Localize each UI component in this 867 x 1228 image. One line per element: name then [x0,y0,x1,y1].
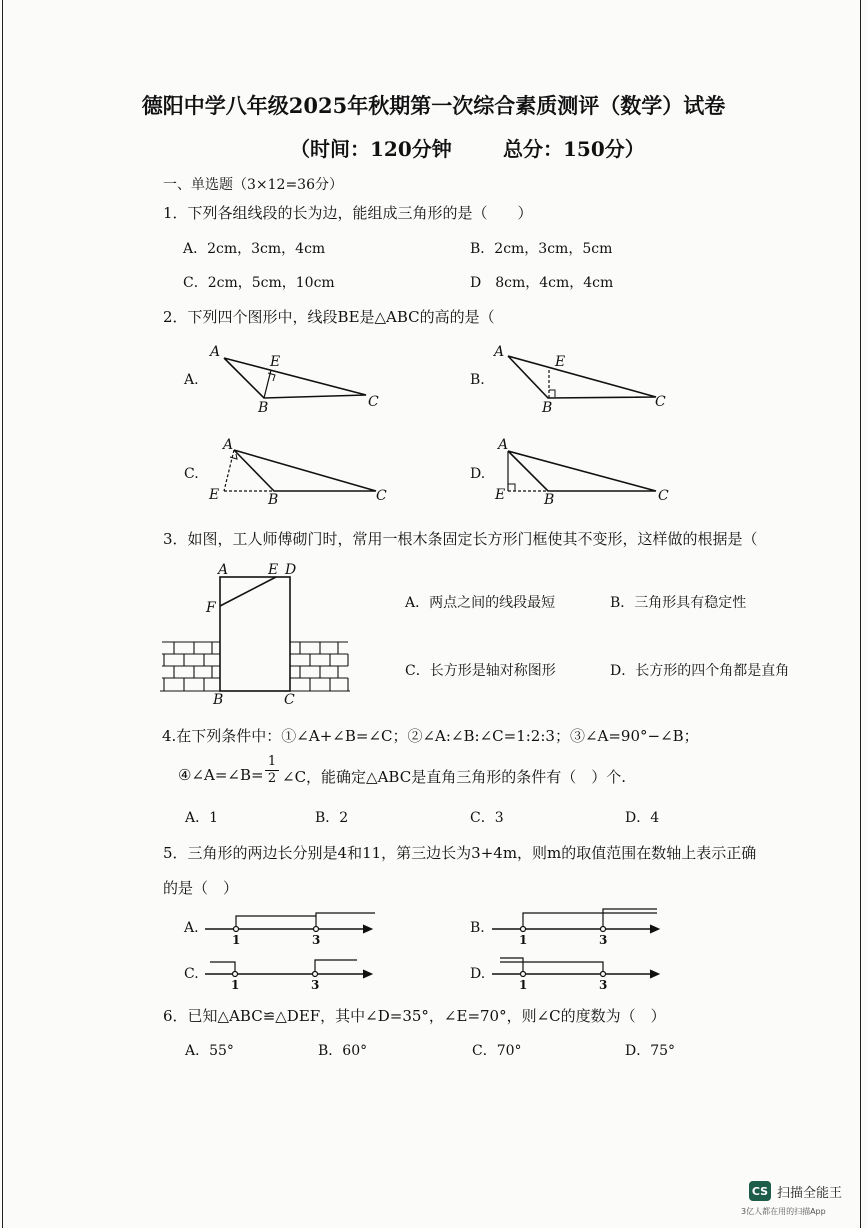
q5-numberline-d [492,952,667,992]
q3-label-d: D [285,562,297,578]
q5-line2: 的是（ ） [163,879,239,897]
q2c-label-a: A [223,437,234,453]
q4-option-b: B．2 [315,810,349,826]
q5-numberline-a [205,905,380,945]
q3-label-b: B [213,692,224,708]
q5d-tick-3: 3 [599,978,608,992]
scan-edge-left [2,0,3,1228]
q1-option-c: C．2cm，5cm，10cm [183,275,335,291]
scanner-tagline: 3亿人都在用的扫描App [741,1207,826,1216]
q5b-tick-3: 3 [599,933,608,947]
q2d-label-a: A [498,437,509,453]
q5-numberline-c [205,952,380,992]
q4-fraction [265,754,279,787]
q5a-tick-1: 1 [232,933,241,947]
q6-stem: 6．已知△ABC≌△DEF，其中∠D=35°，∠E=70°，则∠C的度数为（ ） [163,1007,666,1025]
q2a-label-a: A [210,344,221,360]
q4-option-c: C．3 [470,810,504,826]
q4-line2-pre: ④∠A=∠B= [178,766,264,784]
q2-option-b: B. [470,372,485,388]
q4-line2-post: ∠C，能确定△ABC是直角三角形的条件有（ ）个. [282,768,626,786]
exam-time: （时间：120分钟 [290,137,452,161]
q2b-label-c: C [655,394,666,410]
q1-option-a: A．2cm，3cm，4cm [183,241,326,257]
q4-option-d: D．4 [625,810,660,826]
q5d-tick-1: 1 [519,978,528,992]
q2c-label-b: B [268,492,279,508]
q1-option-d: D 8cm，4cm，4cm [470,275,614,291]
scan-edge-right [860,0,861,1228]
q3-label-f: F [206,600,216,616]
q2-option-c: C. [184,466,199,482]
exam-score: 总分：150分） [503,137,645,161]
q2-figure-c [200,435,400,510]
scanner-watermark [749,1181,842,1201]
q2-option-a: A. [184,372,199,388]
q4-fraction-denominator: 2 [267,771,277,786]
q3-option-d: D．长方形的四个角都是直角 [610,663,790,679]
q3-door-figure [160,560,360,710]
q3-option-b: B．三角形具有稳定性 [610,595,747,611]
q2a-label-e: E [270,354,281,370]
q2-stem: 2．下列四个图形中，线段BE是△ABC的高的是（ [163,308,495,326]
q5-option-b: B. [470,920,485,936]
q5-option-c: C. [184,966,199,982]
q3-label-a: A [218,562,229,578]
q3-label-c: C [284,692,295,708]
q2-figure-d [490,435,680,510]
exam-title: 德阳中学八年级2025年秋期第一次综合素质测评（数学）试卷 [141,93,726,118]
brick-wall-right [290,642,350,691]
q2c-label-c: C [376,488,387,504]
brick-wall-left [160,642,220,691]
q2-figure-a [200,340,390,415]
scanner-name: 扫描全能王 [777,1185,843,1201]
q5a-tick-3: 3 [312,933,321,947]
q4-option-a: A．1 [185,810,219,826]
q1-option-b: B．2cm，3cm，5cm [470,241,613,257]
q2b-label-b: B [542,400,553,416]
q2a-label-b: B [258,400,269,416]
q5c-tick-1: 1 [231,978,240,992]
q1-stem: 1．下列各组线段的长为边，能组成三角形的是（ ） [163,204,533,222]
q2b-label-e: E [555,354,566,370]
q2d-label-b: B [544,492,555,508]
q6-option-a: A．55° [185,1043,234,1059]
q5-numberline-b [492,905,667,945]
q6-option-c: C．70° [472,1043,522,1059]
q6-option-d: D．75° [625,1043,676,1059]
q2d-label-e: E [495,487,506,503]
q3-option-c: C．长方形是轴对称图形 [405,663,556,679]
door-frame [220,577,290,691]
q2c-label-e: E [209,487,220,503]
q5b-tick-1: 1 [519,933,528,947]
q3-label-e: E [268,562,279,578]
q5c-tick-3: 3 [311,978,320,992]
section-heading: 一、单选题（3×12=36分） [163,177,343,193]
q5-line1: 5．三角形的两边长分别是4和11，第三边长为3+4m，则m的取值范围在数轴上表示正确 [163,844,757,862]
q2-figure-b [490,340,680,415]
q5-option-a: A. [184,920,199,936]
q2a-label-c: C [368,394,379,410]
q5-option-d: D. [470,966,486,982]
q6-option-b: B．60° [318,1043,368,1059]
q4-line1: 4.在下列条件中：①∠A+∠B=∠C；②∠A:∠B:∠C=1:2:3；③∠A=90°−∠B； [162,727,699,745]
q2b-label-a: A [494,344,505,360]
q3-stem: 3．如图，工人师傅砌门时，常用一根木条固定长方形门框使其不变形，这样做的根据是（ [163,530,758,548]
q3-option-a: A．两点之间的线段最短 [405,595,556,611]
scanner-logo-icon: CS [749,1181,771,1201]
q4-fraction-numerator: 1 [267,754,277,769]
q2-option-d: D. [470,466,486,482]
q2d-label-c: C [658,488,669,504]
